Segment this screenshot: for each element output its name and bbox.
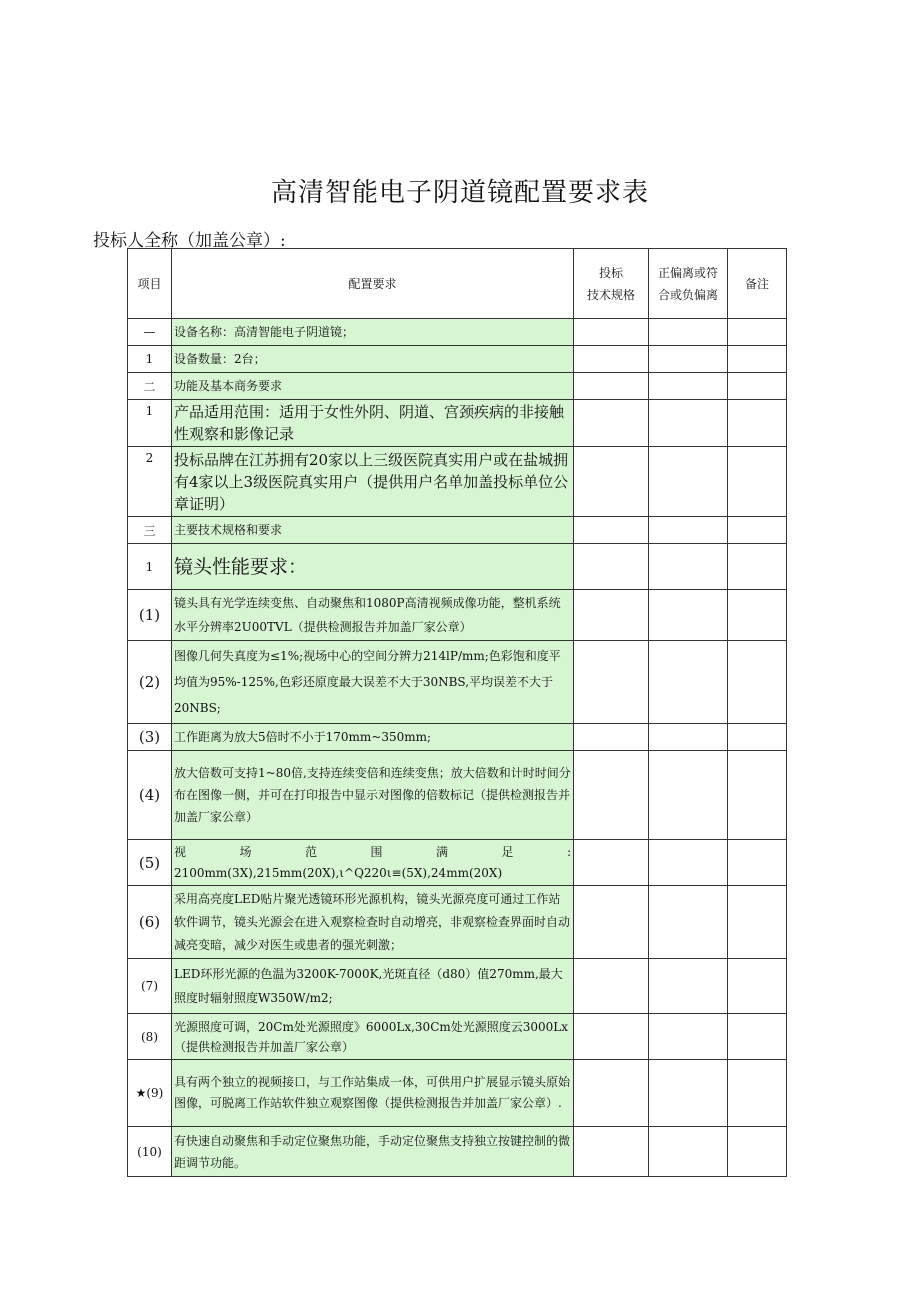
spec-cell[interactable] [574,959,649,1014]
remark-cell[interactable] [728,724,787,751]
deviation-cell[interactable] [649,373,728,400]
remark-cell[interactable] [728,959,787,1014]
remark-cell[interactable] [728,400,787,447]
spec-cell[interactable] [574,400,649,447]
spec-cell[interactable] [574,641,649,724]
row-number: — [128,319,172,346]
table-header-row [128,249,787,319]
spec-cell[interactable] [574,319,649,346]
table-row [128,1127,787,1177]
row-requirement: 放大倍数可支持1~80倍,支持连续变倍和连续变焦；放大倍数和计时时间分布在图像一侧，并可在打印报告中显示对图像的倍数标记（提供检测报告并加盖厂家公章） [172,751,574,840]
spec-cell[interactable] [574,886,649,959]
deviation-cell[interactable] [649,1014,728,1060]
row-requirement: 主要技术规格和要求 [172,517,574,544]
row-requirement-line1: 视 场 范 围 满 足 : [174,844,571,859]
deviation-cell[interactable] [649,751,728,840]
spec-cell[interactable] [574,447,649,517]
row-number: 2 [128,447,172,517]
deviation-cell[interactable] [649,400,728,447]
row-requirement: 投标品牌在江苏拥有20家以上三级医院真实用户或在盐城拥有4家以上3级医院真实用户（提供用户名单加盖投标单位公章证明） [172,447,574,517]
deviation-cell[interactable] [649,346,728,373]
deviation-cell[interactable] [649,590,728,641]
row-requirement [172,840,574,886]
header-remark: 备注 [728,249,787,319]
row-number: (5) [128,840,172,886]
header-deviation [649,249,728,319]
row-requirement: 图像几何失真度为≤1%;视场中心的空间分辨力214lP/mm;色彩饱和度平均值为95%-125%,色彩还原度最大误差不大于30NBS,平均误差不大于20NBS; [172,641,574,724]
row-number: 三 [128,517,172,544]
spec-cell[interactable] [574,517,649,544]
table-row [128,447,787,517]
deviation-cell[interactable] [649,840,728,886]
deviation-cell[interactable] [649,724,728,751]
row-requirement: 镜头性能要求： [172,544,574,590]
header-spec-line2: 技术规格 [586,287,635,302]
row-number: 1 [128,544,172,590]
deviation-cell[interactable] [649,886,728,959]
remark-cell[interactable] [728,590,787,641]
table-row [128,1060,787,1127]
header-spec-line1: 投标 [598,265,623,280]
row-requirement: 光源照度可调，20Cm处光源照度》6000Lx,30Cm处光源照度云3000Lx（提供检测报告并加盖厂家公章） [172,1014,574,1060]
row-requirement: 采用高亮度LED贴片聚光透镜环形光源机构，镜头光源亮度可通过工作站软件调节，镜头光源会在进入观察检查时自动增亮，非观察检查界面时自动减亮变暗，减少对医生或患者的强光刺激； [172,886,574,959]
row-requirement: 有快速自动聚焦和手动定位聚焦功能，手动定位聚焦支持独立按键控制的微距调节功能。 [172,1127,574,1177]
remark-cell[interactable] [728,544,787,590]
spec-cell[interactable] [574,373,649,400]
row-number: (2) [128,641,172,724]
deviation-cell[interactable] [649,1127,728,1177]
remark-cell[interactable] [728,517,787,544]
deviation-cell[interactable] [649,959,728,1014]
remark-cell[interactable] [728,447,787,517]
row-number: (1) [128,590,172,641]
row-number: (6) [128,886,172,959]
table-row [128,400,787,447]
remark-cell[interactable] [728,1014,787,1060]
row-requirement: 功能及基本商务要求 [172,373,574,400]
spec-cell[interactable] [574,840,649,886]
row-number: 二 [128,373,172,400]
spec-cell[interactable] [574,1014,649,1060]
row-requirement: 设备名称：高清智能电子阴道镜； [172,319,574,346]
table-row [128,544,787,590]
deviation-cell[interactable] [649,1060,728,1127]
table-row [128,590,787,641]
remark-cell[interactable] [728,641,787,724]
row-number: 1 [128,346,172,373]
table-row [128,886,787,959]
spec-cell[interactable] [574,751,649,840]
table-row [128,840,787,886]
remark-cell[interactable] [728,319,787,346]
row-number: (3) [128,724,172,751]
header-deviation-line1: 正偏离或符 [657,265,718,280]
spec-cell[interactable] [574,346,649,373]
remark-cell[interactable] [728,1060,787,1127]
row-requirement: 镜头具有光学连续变焦、自动聚焦和1080P高清视频成像功能，整机系统水平分辨率2U00TVL（提供检测报告并加盖厂家公章） [172,590,574,641]
deviation-cell[interactable] [649,517,728,544]
row-requirement: LED环形光源的色温为3200K-7000K,光斑直径（d80）值270mm,最大照度时辐射照度W350W/m2; [172,959,574,1014]
remark-cell[interactable] [728,751,787,840]
header-config: 配置要求 [172,249,574,319]
row-requirement: 设备数量：2台； [172,346,574,373]
remark-cell[interactable] [728,1127,787,1177]
row-number: ★(9) [128,1060,172,1127]
deviation-cell[interactable] [649,447,728,517]
remark-cell[interactable] [728,840,787,886]
spec-cell[interactable] [574,1127,649,1177]
table-row [128,319,787,346]
page-title: 高清智能电子阴道镜配置要求表 [270,178,649,208]
deviation-cell[interactable] [649,544,728,590]
row-number: (10) [128,1127,172,1177]
row-number: (4) [128,751,172,840]
row-requirement: 产品适用范围：适用于女性外阴、阴道、宫颈疾病的非接触性观察和影像记录 [172,400,574,447]
spec-cell[interactable] [574,590,649,641]
spec-cell[interactable] [574,1060,649,1127]
table-row [128,346,787,373]
spec-cell[interactable] [574,544,649,590]
table-row [128,1014,787,1060]
spec-cell[interactable] [574,724,649,751]
table-row [128,373,787,400]
bidder-name-label: 投标人全称（加盖公章）: [93,231,286,251]
header-item: 项目 [128,249,172,319]
row-requirement-line2: 2100mm(3X),215mm(20X),ι^Q220ι≡(5X),24mm(20X) [174,865,503,880]
config-table [127,248,787,1177]
row-number: 1 [128,400,172,447]
deviation-cell[interactable] [649,319,728,346]
table-row [128,751,787,840]
remark-cell[interactable] [728,346,787,373]
table-row [128,641,787,724]
table-row [128,724,787,751]
table-row [128,959,787,1014]
deviation-cell[interactable] [649,641,728,724]
header-deviation-line2: 合或负偏离 [657,287,718,302]
remark-cell[interactable] [728,886,787,959]
row-number: (8) [128,1014,172,1060]
remark-cell[interactable] [728,373,787,400]
header-spec [574,249,649,319]
table-row [128,517,787,544]
row-number: (7) [128,959,172,1014]
row-requirement: 工作距离为放大5倍时不小于170mm~350mm; [172,724,574,751]
row-requirement: 具有两个独立的视频接口，与工作站集成一体，可供用户扩展显示镜头原始图像，可脱离工作站软件独立观察图像（提供检测报告并加盖厂家公章）. [172,1060,574,1127]
